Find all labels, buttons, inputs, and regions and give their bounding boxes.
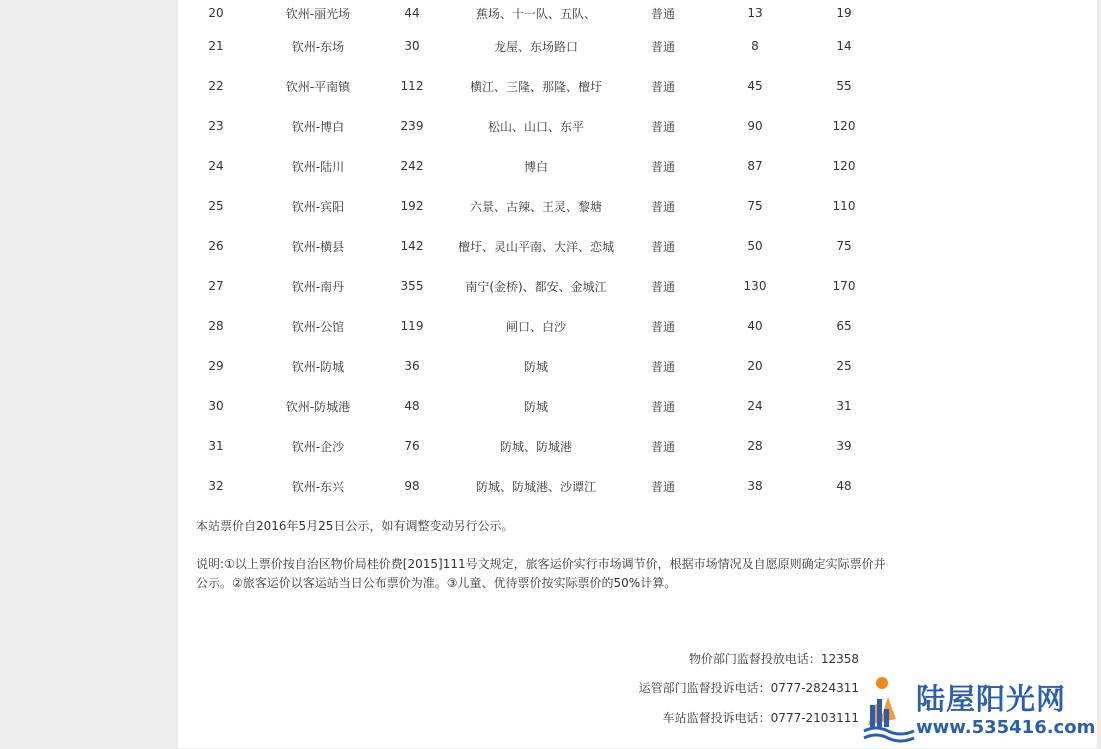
row-number-cell: 28 [208, 319, 224, 333]
bus-type-cell: 普通 [650, 79, 675, 94]
watermark-site-name: 陆屋阳光网 [916, 682, 1067, 716]
fare-cell: 25 [836, 359, 852, 373]
fare-explanation-notice: 说明:①以上票价按自治区物价局桂价费[2015]111号文规定，旅客运价实行市场调节价，根据市场情况及自愿原则确定实际票价并公示。②旅客运价以客运站当日公布票价为准。③儿童、优待票价按实际票价的50%计算。 [196, 557, 886, 590]
row-number-cell: 20 [208, 6, 224, 20]
table-row [178, 426, 874, 466]
distance-km-cell: 242 [400, 159, 424, 173]
bus-type-cell: 普通 [650, 439, 675, 454]
via-stops-cell: 檀圩、灵山平南、大洋、恋城 [457, 239, 614, 254]
fare-cell: 110 [832, 199, 856, 213]
fare-cell: 65 [836, 319, 852, 333]
base-fare-cell: 20 [747, 359, 763, 373]
distance-km-cell: 76 [404, 439, 420, 453]
base-fare-cell: 40 [747, 319, 763, 333]
price-hotline: 物价部门监督投放电话：12358 [688, 652, 859, 666]
row-number-cell: 29 [208, 359, 224, 373]
table-row [178, 146, 874, 186]
row-number-cell: 31 [208, 439, 224, 453]
site-watermark [862, 675, 1098, 745]
fare-cell: 55 [836, 79, 852, 93]
row-number-cell: 24 [208, 159, 224, 173]
bus-type-cell: 普通 [650, 199, 675, 214]
table-row [178, 466, 874, 506]
base-fare-cell: 8 [751, 39, 759, 53]
route-name-cell: 钦州-公馆 [291, 319, 345, 334]
fare-table-body [178, 0, 874, 506]
distance-km-cell: 355 [400, 279, 424, 293]
route-name-cell: 钦州-防城港 [285, 399, 351, 414]
route-name-cell: 钦州-宾阳 [291, 199, 345, 214]
bus-type-cell: 普通 [650, 119, 675, 134]
watermark-logo-icon [862, 675, 918, 745]
via-stops-cell: 防城 [523, 399, 548, 414]
bus-type-cell: 普通 [650, 239, 675, 254]
distance-km-cell: 119 [400, 319, 424, 333]
transport-hotline: 运管部门监督投诉电话：0777-2824311 [638, 681, 859, 695]
table-row [178, 0, 874, 26]
bus-type-cell: 普通 [650, 399, 675, 414]
via-stops-cell: 蕉场、十一队、五队、 [475, 6, 596, 21]
base-fare-cell: 13 [747, 6, 763, 20]
fare-cell: 48 [836, 479, 852, 493]
fare-cell: 31 [836, 399, 852, 413]
base-fare-cell: 130 [743, 279, 767, 293]
row-number-cell: 26 [208, 239, 224, 253]
row-number-cell: 25 [208, 199, 224, 213]
base-fare-cell: 45 [747, 79, 763, 93]
via-stops-cell: 防城 [523, 359, 548, 374]
distance-km-cell: 112 [400, 79, 424, 93]
row-number-cell: 22 [208, 79, 224, 93]
fare-cell: 170 [832, 279, 856, 293]
document-page [178, 0, 1097, 748]
via-stops-cell: 防城、防城港、沙谭江 [475, 479, 596, 494]
row-number-cell: 21 [208, 39, 224, 53]
table-row [178, 186, 874, 226]
base-fare-cell: 90 [747, 119, 763, 133]
fare-table [178, 0, 874, 506]
fare-cell: 120 [832, 159, 856, 173]
route-name-cell: 钦州-博白 [291, 119, 345, 134]
route-name-cell: 钦州-陆川 [291, 159, 345, 174]
table-row [178, 266, 874, 306]
table-row [178, 66, 874, 106]
via-stops-cell: 南宁(金桥)、都安、金城江 [465, 279, 607, 294]
table-row [178, 26, 874, 66]
bus-type-cell: 普通 [650, 159, 675, 174]
via-stops-cell: 龙屋、东场路口 [493, 39, 578, 54]
row-number-cell: 27 [208, 279, 224, 293]
via-stops-cell: 博白 [523, 159, 548, 174]
base-fare-cell: 24 [747, 399, 763, 413]
route-name-cell: 钦州-东兴 [291, 479, 345, 494]
distance-km-cell: 36 [404, 359, 420, 373]
row-number-cell: 23 [208, 119, 224, 133]
distance-km-cell: 30 [404, 39, 420, 53]
fare-cell: 19 [836, 6, 852, 20]
bus-type-cell: 普通 [650, 39, 675, 54]
distance-km-cell: 44 [404, 6, 420, 20]
station-hotline: 车站监督投诉电话：0777-2103111 [662, 711, 859, 725]
base-fare-cell: 28 [747, 439, 763, 453]
fare-cell: 120 [832, 119, 856, 133]
distance-km-cell: 48 [404, 399, 420, 413]
route-name-cell: 钦州-东场 [291, 39, 345, 54]
bus-type-cell: 普通 [650, 359, 675, 374]
bus-type-cell: 普通 [650, 6, 675, 21]
route-name-cell: 钦州-平南镇 [285, 79, 351, 94]
base-fare-cell: 50 [747, 239, 763, 253]
table-row [178, 106, 874, 146]
distance-km-cell: 142 [400, 239, 424, 253]
route-name-cell: 钦州-横县 [291, 239, 345, 254]
route-name-cell: 钦州-企沙 [291, 439, 345, 454]
fare-cell: 14 [836, 39, 852, 53]
distance-km-cell: 98 [404, 479, 420, 493]
table-row [178, 386, 874, 426]
via-stops-cell: 防城、防城港 [499, 439, 572, 454]
table-row [178, 226, 874, 266]
via-stops-cell: 六景、古辣、王灵、黎塘 [469, 199, 602, 214]
distance-km-cell: 239 [400, 119, 424, 133]
bus-type-cell: 普通 [650, 279, 675, 294]
route-name-cell: 钦州-南丹 [291, 279, 345, 294]
via-stops-cell: 闸口、白沙 [505, 319, 566, 334]
bus-type-cell: 普通 [650, 479, 675, 494]
base-fare-cell: 75 [747, 199, 763, 213]
effective-date-notice: 本站票价自2016年5月25日公示，如有调整变动另行公示。 [196, 519, 514, 533]
base-fare-cell: 38 [747, 479, 763, 493]
base-fare-cell: 87 [747, 159, 763, 173]
table-row [178, 306, 874, 346]
via-stops-cell: 松山、山口、东平 [487, 119, 584, 134]
route-name-cell: 钦州-防城 [291, 359, 345, 374]
fare-cell: 75 [836, 239, 852, 253]
table-row [178, 346, 874, 386]
watermark-url: www.535416.com [916, 717, 1096, 738]
distance-km-cell: 192 [400, 199, 424, 213]
row-number-cell: 30 [208, 399, 224, 413]
bus-type-cell: 普通 [650, 319, 675, 334]
fare-cell: 39 [836, 439, 852, 453]
route-name-cell: 钦州-丽光场 [285, 6, 351, 21]
via-stops-cell: 横江、三隆、那隆、檀圩 [469, 79, 602, 94]
row-number-cell: 32 [208, 479, 224, 493]
